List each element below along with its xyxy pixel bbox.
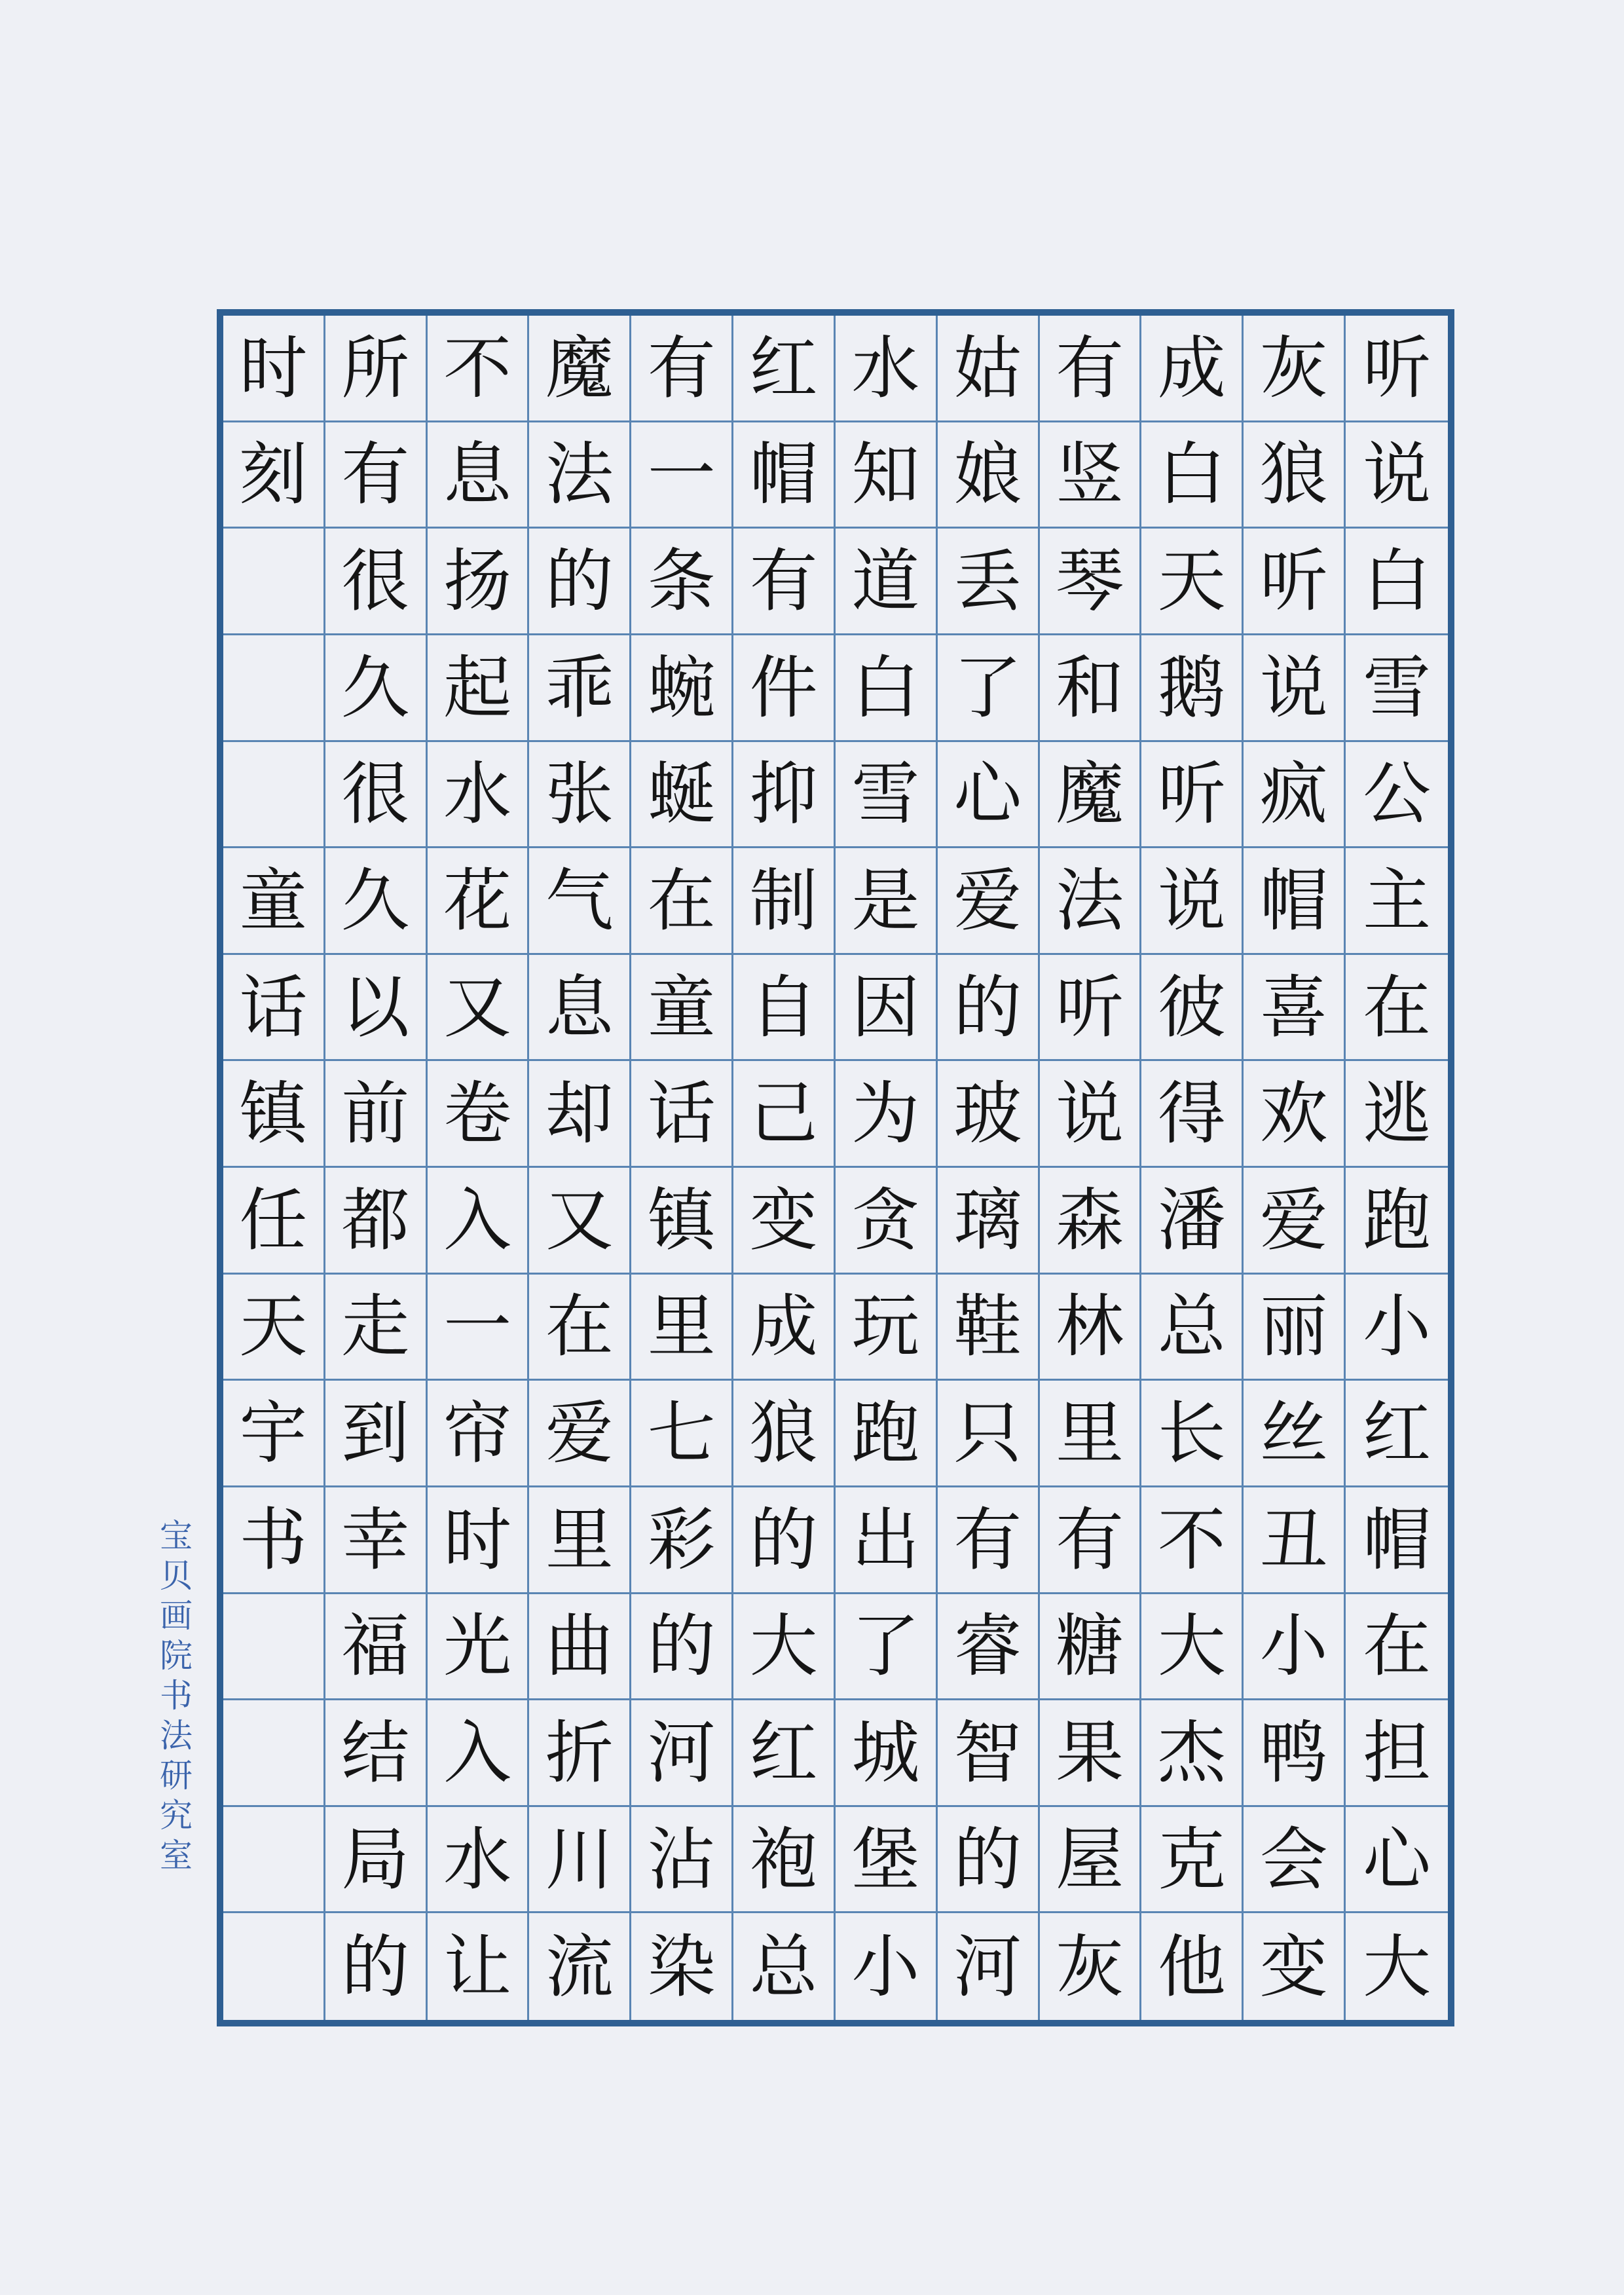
grid-cell: 里	[529, 1487, 631, 1594]
grid-cell: 逃	[1346, 1061, 1448, 1168]
grid-cell: 袍	[733, 1807, 836, 1914]
grid-cell: 丽	[1244, 1275, 1346, 1381]
grid-cell: 灰	[1040, 1913, 1142, 2020]
grid-cell: 到	[325, 1381, 428, 1487]
grid-cell: 彩	[631, 1487, 733, 1594]
grid-cell: 鸭	[1244, 1700, 1346, 1807]
grid-cell: 又	[529, 1168, 631, 1275]
grid-cell: 成	[733, 1275, 836, 1381]
grid-cell: 心	[1346, 1807, 1448, 1914]
grid-cell: 知	[836, 422, 938, 529]
grid-cell	[223, 529, 325, 635]
grid-cell: 话	[631, 1061, 733, 1168]
grid-cell: 说	[1346, 422, 1448, 529]
grid-cell: 七	[631, 1381, 733, 1487]
grid-cell: 智	[938, 1700, 1040, 1807]
grid-cell: 彼	[1141, 955, 1244, 1062]
grid-cell: 了	[938, 635, 1040, 742]
grid-cell: 在	[1346, 955, 1448, 1062]
grid-cell: 大	[733, 1594, 836, 1701]
grid-cell: 卷	[428, 1061, 530, 1168]
grid-cell: 担	[1346, 1700, 1448, 1807]
grid-cell: 抑	[733, 742, 836, 849]
grid-cell: 红	[733, 316, 836, 422]
grid-cell: 天	[223, 1275, 325, 1381]
grid-cell: 让	[428, 1913, 530, 2020]
grid-cell: 川	[529, 1807, 631, 1914]
grid-cell: 不	[428, 316, 530, 422]
grid-cell: 宇	[223, 1381, 325, 1487]
grid-cell: 童	[631, 955, 733, 1062]
grid-cell: 玻	[938, 1061, 1040, 1168]
grid-cell: 森	[1040, 1168, 1142, 1275]
grid-cell: 很	[325, 742, 428, 849]
grid-cell: 花	[428, 848, 530, 955]
grid-cell: 疯	[1244, 742, 1346, 849]
grid-cell: 和	[1040, 635, 1142, 742]
grid-cell: 入	[428, 1168, 530, 1275]
grid-cell: 久	[325, 848, 428, 955]
grid-cell: 听	[1040, 955, 1142, 1062]
grid-cell: 总	[733, 1913, 836, 2020]
grid-cell: 贪	[836, 1168, 938, 1275]
grid-cell: 魔	[529, 316, 631, 422]
grid-cell: 童	[223, 848, 325, 955]
grid-cell: 的	[529, 529, 631, 635]
grid-cell: 爱	[938, 848, 1040, 955]
grid-cell: 说	[1244, 635, 1346, 742]
grid-cell	[223, 1594, 325, 1701]
grid-cell	[223, 1807, 325, 1914]
grid-cell: 玩	[836, 1275, 938, 1381]
grid-cell: 会	[1244, 1807, 1346, 1914]
grid-cell: 总	[1141, 1275, 1244, 1381]
grid-cell: 起	[428, 635, 530, 742]
grid-cell: 变	[1244, 1913, 1346, 2020]
grid-cell: 心	[938, 742, 1040, 849]
grid-cell: 丝	[1244, 1381, 1346, 1487]
grid-cell: 听	[1141, 742, 1244, 849]
grid-cell: 得	[1141, 1061, 1244, 1168]
grid-cell: 有	[631, 316, 733, 422]
grid-cell: 主	[1346, 848, 1448, 955]
grid-cell: 有	[1040, 316, 1142, 422]
studio-inscription: 宝贝画院书法研究室	[155, 1518, 193, 1878]
grid-cell: 只	[938, 1381, 1040, 1487]
grid-cell: 局	[325, 1807, 428, 1914]
grid-cell: 爱	[529, 1381, 631, 1487]
grid-cell: 的	[938, 955, 1040, 1062]
grid-cell: 跑	[1346, 1168, 1448, 1275]
grid-cell: 琴	[1040, 529, 1142, 635]
grid-cell: 光	[428, 1594, 530, 1701]
grid-cell: 以	[325, 955, 428, 1062]
grid-cell: 为	[836, 1061, 938, 1168]
grid-cell: 帽	[733, 422, 836, 529]
grid-cell: 书	[223, 1487, 325, 1594]
grid-cell: 里	[1040, 1381, 1142, 1487]
grid-cell: 在	[1346, 1594, 1448, 1701]
grid-cell: 久	[325, 635, 428, 742]
grid-cell: 道	[836, 529, 938, 635]
grid-cell: 林	[1040, 1275, 1142, 1381]
grid-cell: 很	[325, 529, 428, 635]
grid-cell: 克	[1141, 1807, 1244, 1914]
grid-cell: 曲	[529, 1594, 631, 1701]
grid-cell: 听	[1346, 316, 1448, 422]
grid-cell: 自	[733, 955, 836, 1062]
grid-cell: 鞋	[938, 1275, 1040, 1381]
grid-cell: 说	[1040, 1061, 1142, 1168]
grid-cell: 息	[428, 422, 530, 529]
grid-cell: 前	[325, 1061, 428, 1168]
grid-cell: 白	[836, 635, 938, 742]
grid-cell: 爱	[1244, 1168, 1346, 1275]
grid-cell: 沾	[631, 1807, 733, 1914]
grid-cell: 河	[938, 1913, 1040, 2020]
grid-cell: 水	[428, 742, 530, 849]
calligraphy-grid	[217, 309, 1454, 2026]
grid-cell: 条	[631, 529, 733, 635]
grid-cell: 城	[836, 1700, 938, 1807]
grid-cell: 了	[836, 1594, 938, 1701]
grid-cell: 丢	[938, 529, 1040, 635]
grid-cell: 跑	[836, 1381, 938, 1487]
grid-cell: 染	[631, 1913, 733, 2020]
grid-cell: 有	[733, 529, 836, 635]
grid-cell: 堡	[836, 1807, 938, 1914]
grid-cell: 刻	[223, 422, 325, 529]
grid-cell: 己	[733, 1061, 836, 1168]
grid-cell: 有	[325, 422, 428, 529]
grid-cell: 红	[733, 1700, 836, 1807]
grid-cell: 制	[733, 848, 836, 955]
grid-cell	[223, 1700, 325, 1807]
grid-cell: 的	[938, 1807, 1040, 1914]
grid-cell: 屋	[1040, 1807, 1142, 1914]
grid-cell: 潘	[1141, 1168, 1244, 1275]
grid-cell: 雪	[1346, 635, 1448, 742]
grid-cell: 蜿	[631, 635, 733, 742]
grid-cell: 气	[529, 848, 631, 955]
grid-cell: 蜒	[631, 742, 733, 849]
grid-cell: 话	[223, 955, 325, 1062]
grid-cell: 灰	[1244, 316, 1346, 422]
grid-cell: 帽	[1244, 848, 1346, 955]
grid-cell: 流	[529, 1913, 631, 2020]
grid-cell: 大	[1363, 1926, 1431, 2007]
grid-cell: 折	[529, 1700, 631, 1807]
grid-cell: 镇	[631, 1168, 733, 1275]
grid-cell: 任	[223, 1168, 325, 1275]
grid-cell: 睿	[938, 1594, 1040, 1701]
grid-cell: 却	[529, 1061, 631, 1168]
grid-cell: 又	[428, 955, 530, 1062]
grid-cell: 乖	[529, 635, 631, 742]
grid-cell: 喜	[1244, 955, 1346, 1062]
grid-cell: 在	[529, 1275, 631, 1381]
grid-cell: 欢	[1244, 1061, 1346, 1168]
grid-cell: 娘	[938, 422, 1040, 529]
grid-cell: 有	[938, 1487, 1040, 1594]
grid-cell: 法	[529, 422, 631, 529]
grid-cell	[223, 635, 325, 742]
grid-cell: 时	[428, 1487, 530, 1594]
grid-cell: 果	[1040, 1700, 1142, 1807]
grid-cell: 里	[631, 1275, 733, 1381]
grid-cell: 狼	[1244, 422, 1346, 529]
grid-cell: 有	[1040, 1487, 1142, 1594]
grid-cell: 魔	[1040, 742, 1142, 849]
grid-cell: 水	[836, 316, 938, 422]
grid-cell: 竖	[1040, 422, 1142, 529]
grid-cell: 天	[1141, 529, 1244, 635]
grid-cell	[223, 742, 325, 849]
grid-cell: 他	[1141, 1913, 1244, 2020]
grid-cell: 福	[325, 1594, 428, 1701]
grid-cell: 璃	[938, 1168, 1040, 1275]
grid-cell: 帽	[1346, 1487, 1448, 1594]
grid-cell: 杰	[1141, 1700, 1244, 1807]
grid-cell: 姑	[938, 316, 1040, 422]
grid-cell: 小	[1244, 1594, 1346, 1701]
grid-cell: 出	[836, 1487, 938, 1594]
grid-cell: 白	[1346, 529, 1448, 635]
grid-cell: 小	[1346, 1275, 1448, 1381]
grid-cell: 法	[1040, 848, 1142, 955]
grid-cell: 小	[836, 1913, 938, 2020]
grid-cell: 河	[631, 1700, 733, 1807]
grid-cell: 水	[428, 1807, 530, 1914]
grid-cell: 入	[428, 1700, 530, 1807]
grid-cell: 不	[1141, 1487, 1244, 1594]
grid-cell: 走	[325, 1275, 428, 1381]
grid-cell: 丑	[1244, 1487, 1346, 1594]
grid-cell: 说	[1141, 848, 1244, 955]
grid-cell: 一	[631, 422, 733, 529]
grid-cell: 扬	[428, 529, 530, 635]
grid-cell: 帘	[428, 1381, 530, 1487]
grid-cell: 所	[325, 316, 428, 422]
grid-cell: 的	[733, 1487, 836, 1594]
grid-cell: 一	[428, 1275, 530, 1381]
grid-cell: 白	[1141, 422, 1244, 529]
grid-cell: 雪	[836, 742, 938, 849]
grid-cell: 的	[325, 1913, 428, 2020]
grid-cell: 的	[631, 1594, 733, 1701]
grid-cell: 糖	[1040, 1594, 1142, 1701]
grid-cell: 长	[1141, 1381, 1244, 1487]
grid-cell: 结	[325, 1700, 428, 1807]
grid-cell: 听	[1244, 529, 1346, 635]
grid-cell: 时	[223, 316, 325, 422]
grid-cell: 息	[529, 955, 631, 1062]
grid-cell: 在	[631, 848, 733, 955]
grid-cell: 成	[1141, 316, 1244, 422]
grid-cell: 都	[325, 1168, 428, 1275]
grid-cell: 公	[1346, 742, 1448, 849]
grid-cell: 因	[836, 955, 938, 1062]
grid-cell: 狼	[733, 1381, 836, 1487]
grid-cell: 件	[733, 635, 836, 742]
grid-cell: 红	[1346, 1381, 1448, 1487]
grid-cell: 变	[733, 1168, 836, 1275]
grid-cell: 是	[836, 848, 938, 955]
grid-cell	[223, 1913, 325, 2020]
grid-cell: 幸	[325, 1487, 428, 1594]
grid-cell: 鹅	[1141, 635, 1244, 742]
grid-cell: 镇	[223, 1061, 325, 1168]
grid-cell: 张	[529, 742, 631, 849]
grid-cell: 大	[1141, 1594, 1244, 1701]
